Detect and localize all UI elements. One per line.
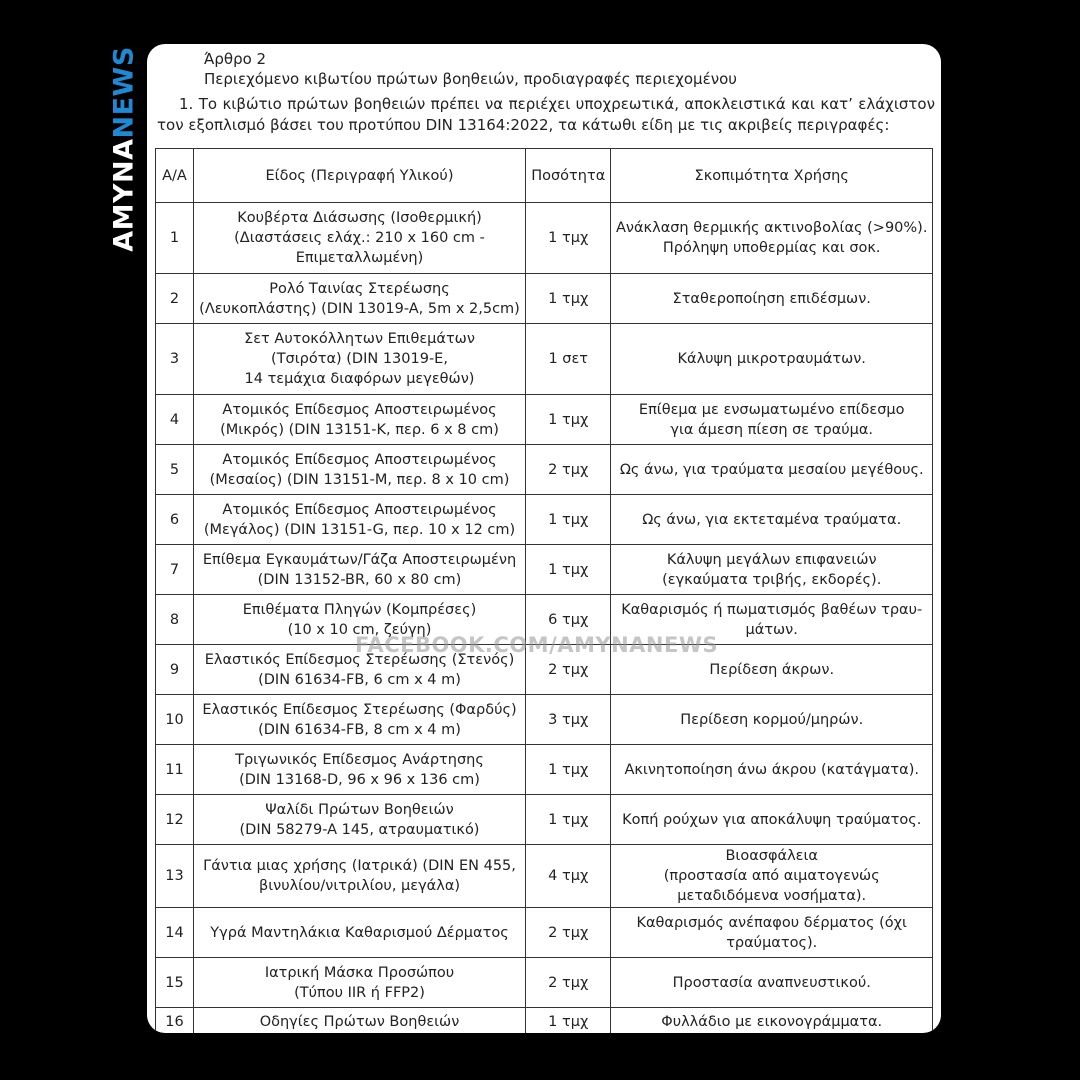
cell-purpose-line: Καθαρισμός ανέπαφου δέρματος (όχι (636, 914, 907, 931)
cell-no: 8 (156, 595, 194, 645)
cell-item (193, 595, 525, 645)
article-heading (204, 49, 737, 89)
cell-quantity: 2 τμχ (526, 908, 611, 958)
cell-item (193, 203, 525, 274)
cell-purpose-line: Σταθεροποίηση επιδέσμων. (672, 290, 871, 307)
cell-item (193, 324, 525, 395)
table-row (156, 395, 933, 445)
cell-purpose-line: (εγκαύματα τριβής, εκδορές). (662, 571, 882, 588)
cell-no: 16 (156, 1008, 194, 1034)
cell-purpose (611, 203, 933, 274)
cell-purpose (611, 908, 933, 958)
cell-no: 13 (156, 845, 194, 908)
table-row (156, 745, 933, 795)
cell-purpose (611, 845, 933, 908)
cell-item-line: Επιμεταλλωμένη) (295, 250, 424, 266)
cell-item-line: (Μικρός) (DIN 13151-K, περ. 6 x 8 cm) (220, 421, 499, 438)
cell-quantity: 1 τμχ (526, 395, 611, 445)
cell-purpose (611, 645, 933, 695)
cell-no: 4 (156, 395, 194, 445)
cell-purpose (611, 395, 933, 445)
cell-item-line: (Τύπου IIR ή FFP2) (294, 984, 425, 1001)
cell-item-line: (DIN 58279-A 145, ατραυματικό) (239, 821, 480, 838)
table-row (156, 203, 933, 274)
cell-purpose (611, 495, 933, 545)
cell-no: 14 (156, 908, 194, 958)
cell-item-line: (Μεσαίος) (DIN 13151-M, περ. 8 x 10 cm) (209, 471, 510, 488)
cell-item-line: Ατομικός Επίδεσμος Αποστειρωμένος (222, 501, 497, 518)
cell-item (193, 845, 525, 908)
brand-wordmark (109, 46, 140, 252)
cell-item-line: Ελαστικός Επίδεσμος Στερέωσης (Φαρδύς) (202, 701, 517, 718)
cell-purpose-line: Περίδεση κορμού/μηρών. (680, 711, 864, 728)
cell-item-line: (DIN 13152-BR, 60 x 80 cm) (257, 571, 462, 588)
table-row (156, 795, 933, 845)
cell-purpose (611, 958, 933, 1008)
cell-purpose (611, 545, 933, 595)
cell-no: 7 (156, 545, 194, 595)
cell-item (193, 445, 525, 495)
table-header-row (156, 149, 933, 203)
cell-no: 9 (156, 645, 194, 695)
cell-item (193, 908, 525, 958)
cell-purpose-line: τραύματος). (726, 934, 818, 951)
cell-item-line: Ατομικός Επίδεσμος Αποστειρωμένος (222, 401, 497, 418)
cell-purpose (611, 1008, 933, 1034)
cell-item-line: Επιθέματα Πληγών (Κομπρέσες) (242, 601, 477, 618)
cell-item-line: Ατομικός Επίδεσμος Αποστειρωμένος (222, 451, 497, 468)
cell-purpose-line: Ανάκλαση θερμικής ακτινοβολίας (>90%). (615, 220, 928, 236)
cell-purpose (611, 745, 933, 795)
cell-purpose-line: Επίθεμα με ενσωματωμένο επίδεσμο (638, 401, 905, 418)
cell-item-line: Ελαστικός Επίδεσμος Στερέωσης (Στενός) (204, 651, 515, 668)
cell-purpose-line: Προστασία αναπνευστικού. (672, 974, 871, 991)
cell-quantity: 1 τμχ (526, 745, 611, 795)
cell-purpose-line: Φυλλάδιο με εικονογράμματα. (661, 1013, 883, 1030)
cell-item-line: Υγρά Μαντηλάκια Καθαρισμού Δέρματος (210, 924, 509, 941)
cell-quantity: 2 τμχ (526, 445, 611, 495)
table-row (156, 645, 933, 695)
cell-purpose-line: Ακινητοποίηση άνω άκρου (κατάγματα). (624, 761, 919, 778)
cell-purpose (611, 795, 933, 845)
cell-quantity: 1 σετ (526, 324, 611, 395)
cell-no: 10 (156, 695, 194, 745)
cell-item-line: Κουβέρτα Διάσωσης (Ισοθερμική) (237, 210, 482, 226)
header-no: Α/Α (156, 149, 194, 203)
cell-purpose (611, 324, 933, 395)
cell-item-line: (DIN 13168-D, 96 x 96 x 136 cm) (239, 771, 480, 788)
cell-no: 11 (156, 745, 194, 795)
cell-quantity: 6 τμχ (526, 595, 611, 645)
cell-purpose-line: Περίδεση άκρων. (709, 661, 835, 678)
header-purpose: Σκοπιμότητα Χρήσης (611, 149, 933, 203)
cell-quantity: 1 τμχ (526, 795, 611, 845)
cell-purpose-line: Πρόληψη υποθερμίας και σοκ. (662, 240, 881, 256)
cell-purpose-line: Κοπή ρούχων για αποκάλυψη τραύματος. (622, 811, 922, 828)
cell-item-line: βινυλίου/νιτριλίου, μεγάλα) (258, 878, 461, 894)
cell-item (193, 395, 525, 445)
cell-item-line: (Μεγάλος) (DIN 13151-G, περ. 10 x 12 cm) (203, 521, 516, 538)
brand-part-b: NEWS (108, 46, 140, 139)
cell-item-line: Τριγωνικός Επίδεσμος Ανάρτησης (235, 751, 484, 768)
cell-purpose (611, 274, 933, 324)
cell-item-line: Ψαλίδι Πρώτων Βοηθειών (265, 801, 454, 818)
cell-quantity: 1 τμχ (526, 495, 611, 545)
cell-quantity: 3 τμχ (526, 695, 611, 745)
cell-item-line: Οδηγίες Πρώτων Βοηθειών (259, 1013, 460, 1030)
cell-purpose (611, 445, 933, 495)
cell-item-line: Ιατρική Μάσκα Προσώπου (264, 964, 455, 981)
table-row (156, 845, 933, 908)
cell-no: 12 (156, 795, 194, 845)
cell-purpose-line: Κάλυψη μικροτραυμάτων. (677, 351, 866, 367)
table-row (156, 495, 933, 545)
cell-item (193, 695, 525, 745)
cell-item (193, 795, 525, 845)
first-aid-items-table (155, 148, 933, 1033)
cell-no: 6 (156, 495, 194, 545)
article-number: Άρθρο 2 (204, 50, 267, 68)
table-row (156, 324, 933, 395)
cell-item-line: (Τσιρότα) (DIN 13019-E, (271, 351, 448, 367)
cell-item (193, 958, 525, 1008)
cell-quantity: 1 τμχ (526, 545, 611, 595)
table-row (156, 274, 933, 324)
header-quantity: Ποσότητα (526, 149, 611, 203)
cell-quantity: 2 τμχ (526, 958, 611, 1008)
cell-no: 15 (156, 958, 194, 1008)
table-row (156, 958, 933, 1008)
cell-no: 1 (156, 203, 194, 274)
cell-purpose (611, 695, 933, 745)
table-row (156, 908, 933, 958)
cell-item (193, 645, 525, 695)
cell-purpose-line: Ως άνω, για εκτεταμένα τραύματα. (642, 511, 902, 528)
article-title: Περιεχόμενο κιβωτίου πρώτων βοηθειών, προδιαγραφές περιεχομένου (204, 70, 737, 88)
cell-purpose (611, 595, 933, 645)
cell-purpose-line: Βιοασφάλεια (725, 848, 818, 864)
cell-item (193, 745, 525, 795)
cell-item-line: (10 x 10 cm, ζεύγη) (287, 621, 432, 638)
cell-purpose-line: (προστασία από αιματογενώς (663, 868, 880, 884)
cell-item-line: (Λευκοπλάστης) (DIN 13019-A, 5m x 2,5cm) (199, 300, 520, 317)
cell-item-line: Σετ Αυτοκόλλητων Επιθεμάτων (244, 331, 475, 347)
cell-item-line: Ρολό Ταινίας Στερέωσης (269, 280, 450, 297)
cell-quantity: 4 τμχ (526, 845, 611, 908)
cell-no: 2 (156, 274, 194, 324)
cell-item-line: (DIN 61634-FB, 6 cm x 4 m) (258, 671, 461, 688)
cell-item-line: 14 τεμάχια διαφόρων μεγεθών) (244, 371, 475, 387)
cell-purpose-line: για άμεση πίεση σε τραύμα. (670, 421, 874, 438)
cell-item (193, 274, 525, 324)
cell-item-line: (Διαστάσεις ελάχ.: 210 x 160 cm - (234, 230, 485, 246)
table-row (156, 545, 933, 595)
intro-paragraph: 1. Το κιβώτιο πρώτων βοηθειών πρέπει να περιέχει υποχρεωτικά, αποκλειστικά και κατ’ ελάχιστον τον εξοπλισμό βάσει του προτύπου DIN 13164:2022, τα κάτωθι είδη με τις ακριβείς περιγραφές: (157, 95, 935, 134)
cell-no: 5 (156, 445, 194, 495)
cell-no: 3 (156, 324, 194, 395)
cell-item-line: Επίθεμα Εγκαυμάτων/Γάζα Αποστειρωμένη (202, 551, 517, 568)
cell-quantity: 2 τμχ (526, 645, 611, 695)
brand-part-a: AMYNA (108, 138, 140, 252)
cell-purpose-line: μεταδιδόμενα νοσήματα). (677, 888, 867, 904)
table-row (156, 595, 933, 645)
brand-logo (104, 44, 144, 254)
cell-item-line: Γάντια μιας χρήσης (Ιατρικά) (DIN EN 455, (203, 858, 516, 874)
header-item: Είδος (Περιγραφή Υλικού) (193, 149, 525, 203)
cell-item (193, 1008, 525, 1034)
cell-item-line: (DIN 61634-FB, 8 cm x 4 m) (258, 721, 461, 738)
cell-item (193, 495, 525, 545)
table-row (156, 445, 933, 495)
cell-purpose-line: Καθαρισμός ή πωματισμός βαθέων τραυ- (621, 601, 923, 618)
cell-quantity: 1 τμχ (526, 203, 611, 274)
cell-purpose-line: μάτων. (745, 621, 798, 638)
cell-purpose-line: Ως άνω, για τραύματα μεσαίου μεγέθους. (619, 461, 924, 478)
table-row (156, 1008, 933, 1034)
cell-item (193, 545, 525, 595)
cell-quantity: 1 τμχ (526, 274, 611, 324)
cell-quantity: 1 τμχ (526, 1008, 611, 1034)
document-card (147, 44, 941, 1033)
watermark: FACEBOOK.COM/AMYNANEWS (355, 633, 719, 657)
cell-purpose-line: Κάλυψη μεγάλων επιφανειών (666, 551, 877, 568)
table-row (156, 695, 933, 745)
